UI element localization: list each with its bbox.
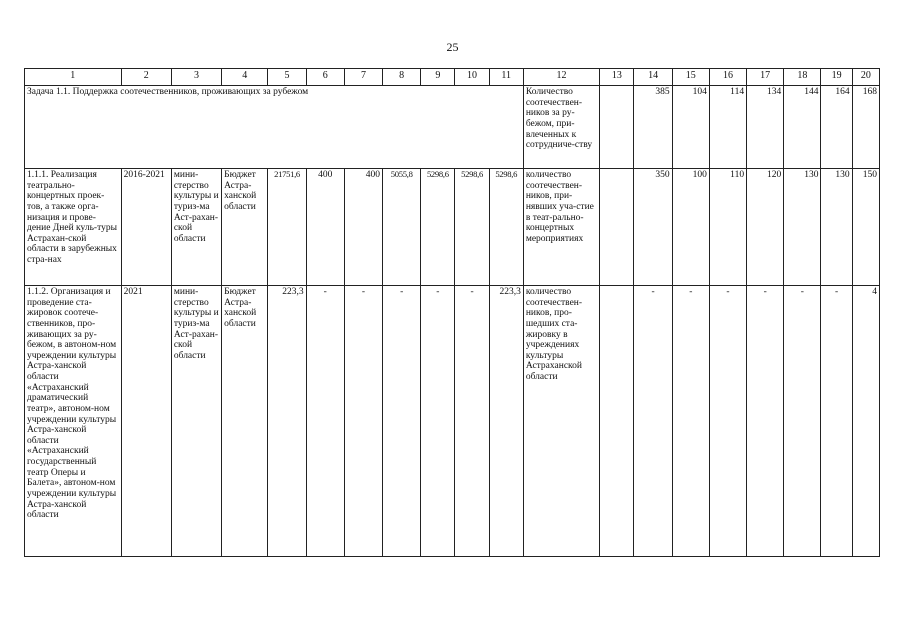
measure-value-9: 5298,6 [421,169,455,286]
col-header: 12 [523,69,599,86]
measure-executor: мини-стерство культуры и туриз-ма Аст-рахан-ской области [171,169,221,286]
measure-value-7: - [344,286,382,557]
measure-value-9: - [421,286,455,557]
col-header: 20 [852,69,879,86]
task-indicator: Количество соотечествен-ников за ру-бежом, при-влеченных к сотрудниче-ству [523,86,599,169]
measure-indicator: количество соотечествен-ников, при-нявших уча-стие в теат-рально-концертных мероприятиях [523,169,599,286]
measure-value-11: 5298,6 [489,169,523,286]
col-header: 13 [600,69,634,86]
col-header: 1 [25,69,122,86]
task-value-15: 104 [672,86,709,169]
measure-period: 2016-2021 [121,169,171,286]
table-row [25,286,880,557]
measure-indicator: количество соотечествен-ников, про-шедших ста-жировку в учреждениях культуры Астраханской области [523,286,599,557]
measure-value-19: 130 [821,169,852,286]
measure-source: Бюджет Астра-ханской области [222,169,268,286]
measure-name: 1.1.1. Реализация театрально-концертных проек-тов, а также орга-низация и прове-дение Дней куль-туры Астрахан-ской области в зарубежных стра-нах [25,169,122,286]
table-row [25,169,880,286]
measure-value-10: - [455,286,489,557]
measure-value-10: 5298,6 [455,169,489,286]
task-value-16: 114 [709,86,746,169]
page-number: 25 [446,40,459,54]
col-header: 6 [306,69,344,86]
measure-c13 [600,286,634,557]
measure-value-18: - [784,286,821,557]
task-value-20: 168 [852,86,879,169]
col-header: 14 [634,69,672,86]
measure-total: 21751,6 [268,169,306,286]
col-header: 5 [268,69,306,86]
measure-value-20: 150 [852,169,879,286]
measure-value-6: 400 [306,169,344,286]
program-table [24,68,880,557]
measure-value-17: - [747,286,784,557]
task-row [25,86,880,169]
measure-value-14: - [634,286,672,557]
measure-executor: мини-стерство культуры и туриз-ма Аст-рахан-ской области [171,286,221,557]
measure-value-6: - [306,286,344,557]
measure-value-15: 100 [672,169,709,286]
measure-value-16: 110 [709,169,746,286]
col-header: 15 [672,69,709,86]
task-value-14: 385 [634,86,672,169]
measure-value-8: - [383,286,421,557]
col-header: 7 [344,69,382,86]
measure-c13 [600,169,634,286]
col-header: 9 [421,69,455,86]
task-value-17: 134 [747,86,784,169]
measure-value-15: - [672,286,709,557]
col-header: 10 [455,69,489,86]
measure-name: 1.1.2. Организация и проведение ста-жировок соотече-ственников, про-живающих за ру-бежом, в автоном-ном учреждении культуры Астра-ханской области «Астраханский драматический театр», автоном-ном учреждении культуры Астра-ханской области «Астраханский государственный театр Оперы и Балета», автоном-ном учреждении культуры Астра-ханской области [25,286,122,557]
task-c13 [600,86,634,169]
task-value-18: 144 [784,86,821,169]
measure-value-14: 350 [634,169,672,286]
col-header: 8 [383,69,421,86]
col-header: 16 [709,69,746,86]
col-header: 11 [489,69,523,86]
col-header: 17 [747,69,784,86]
measure-value-16: - [709,286,746,557]
task-value-19: 164 [821,86,852,169]
measure-value-7: 400 [344,169,382,286]
col-header: 4 [222,69,268,86]
measure-value-17: 120 [747,169,784,286]
measure-value-19: - [821,286,852,557]
measure-value-11: 223,3 [489,286,523,557]
measure-value-8: 5055,8 [383,169,421,286]
measure-value-20: 4 [852,286,879,557]
measure-source: Бюджет Астра-ханской области [222,286,268,557]
col-header: 19 [821,69,852,86]
col-header: 18 [784,69,821,86]
col-header: 2 [121,69,171,86]
col-header: 3 [171,69,221,86]
task-title: Задача 1.1. Поддержка соотечественников, проживающих за рубежом [25,86,524,169]
measure-value-18: 130 [784,169,821,286]
header-row [25,69,880,86]
measure-period: 2021 [121,286,171,557]
measure-total: 223,3 [268,286,306,557]
